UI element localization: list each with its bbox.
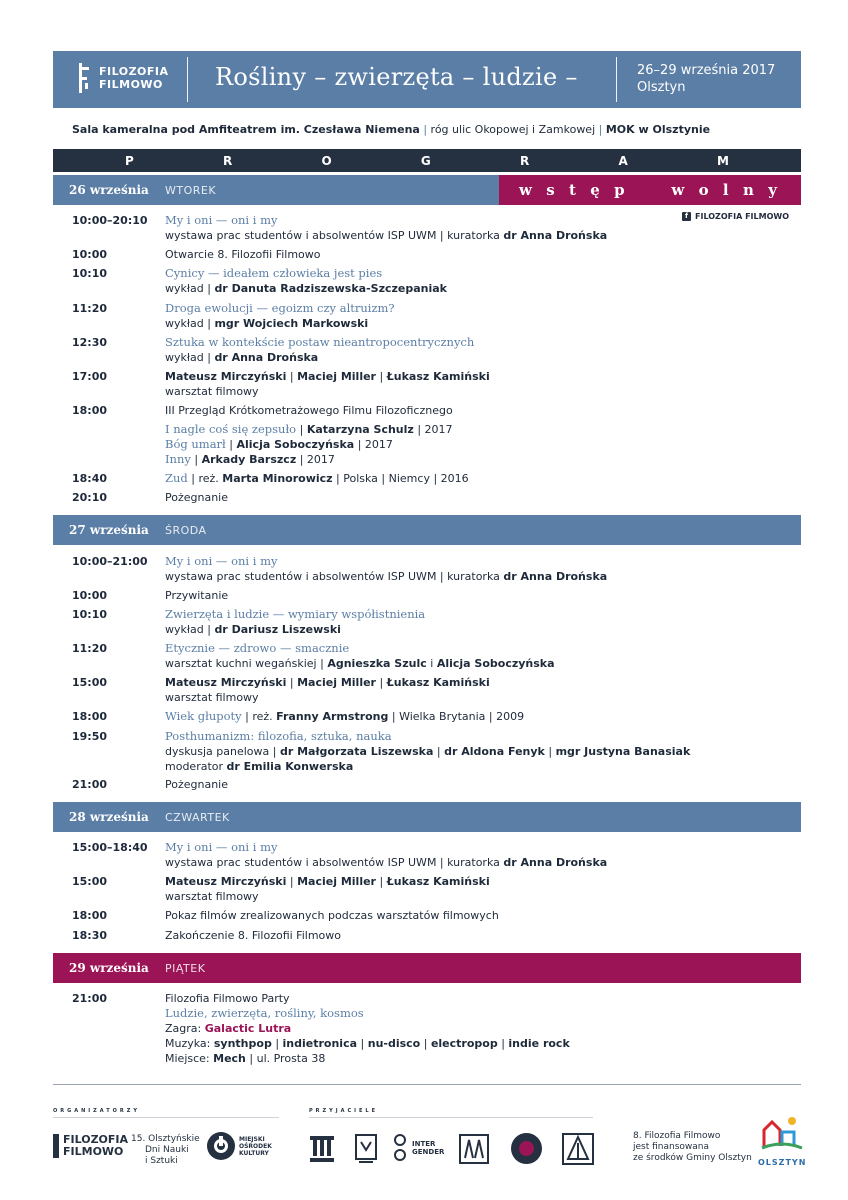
schedule-entry: 10:00 Otwarcie 8. Filozofii Filmowo	[72, 248, 321, 261]
program-letter: A	[618, 153, 628, 168]
film-logo-icon	[53, 1134, 59, 1158]
schedule-entry: 12:30 Sztuka w kontekście postaw nieantropocentrycznych wykład | dr Anna Drońska	[72, 335, 475, 364]
day-date: 26 września	[69, 183, 149, 197]
logo-line-1: FILOZOFIA	[99, 65, 169, 78]
venue-organizer: MOK w Olsztynie	[605, 123, 711, 136]
friend-logo-2	[355, 1134, 377, 1164]
schedule-entry: 15:00 Mateusz Mirczyński | Maciej Miller | Łukasz Kamiński warsztat filmowy	[72, 875, 490, 903]
facebook-link[interactable]: f FILOZOFIA FILMOWO	[682, 212, 789, 221]
schedule-entry: 15:00 Mateusz Mirczyński | Maciej Miller | Łukasz Kamiński warsztat filmowy	[72, 676, 490, 704]
header-divider	[616, 57, 617, 102]
city: Olsztyn	[637, 80, 686, 95]
day-bar-1	[53, 175, 801, 205]
day-bar-3: 28 września CZWARTEK	[53, 802, 801, 832]
program-letter: G	[420, 153, 431, 168]
schedule-entry: 18:40 Zud | reż. Marta Minorowicz | Polska | Niemcy | 2016	[72, 471, 469, 485]
facebook-icon: f	[682, 212, 691, 221]
program-letter: R	[519, 153, 530, 168]
science-days-logo: 15. Olsztyńskie Dni Nauki i Sztuki	[131, 1134, 200, 1166]
free-entry-badge: w s t ę p w o l n y	[499, 175, 801, 205]
date-range: 26–29 września 2017	[637, 63, 776, 78]
program-letter: M	[716, 153, 729, 168]
olsztyn-city-logo: OLSZTYN	[758, 1116, 806, 1167]
day-weekday: WTOREK	[165, 183, 217, 197]
organizer-filozofia-logo: FILOZOFIA FILMOWO	[53, 1134, 128, 1158]
schedule-entry: 10:10 Zwierzęta i ludzie — wymiary współistnienia wykład | dr Dariusz Liszewski	[72, 607, 426, 636]
organizers-label: ORGANIZATORZY	[53, 1108, 140, 1114]
schedule-entry: 21:00 Pożegnanie	[72, 778, 229, 791]
film-logo-icon	[79, 63, 93, 93]
festival-dates	[637, 62, 775, 96]
program-letter: R	[223, 153, 233, 168]
schedule-entry: 18:00 Wiek głupoty | reż. Franny Armstrong | Wielka Brytania | 2009	[72, 709, 525, 723]
header-banner	[53, 51, 801, 108]
venue-line: Sala kameralna pod Amfiteatrem im. Czesława Niemena | róg ulic Okopowej i Zamkowej | MOK w Olsztynie	[72, 123, 711, 136]
day-bar-4: 29 września PIĄTEK	[53, 953, 801, 983]
schedule-entry: 20:10 Pożegnanie	[72, 491, 229, 504]
schedule-entry: 11:20 Etycznie — zdrowo — smacznie warsztat kuchni wegańskiej | Agnieszka Szulc i Alicja Soboczyńska	[72, 641, 555, 670]
venue-hall: Sala kameralna pod Amfiteatrem im. Czesława Niemena	[72, 123, 420, 136]
schedule-entry: 10:10 Cynicy — ideałem człowieka jest pies wykład | dr Danuta Radziszewska-Szczepaniak	[72, 266, 448, 295]
program-letter: O	[321, 153, 332, 168]
power-icon	[207, 1132, 235, 1160]
institute-philosophy-logo	[309, 1134, 335, 1164]
intergender-logo: INTER GENDER	[391, 1133, 444, 1163]
schedule-entry: 18:00 Pokaz filmów zrealizowanych podczas warsztatów filmowych	[72, 909, 499, 922]
friend-logo-4	[459, 1134, 489, 1164]
footer-divider	[53, 1084, 801, 1085]
schedule-entry: 18:30 Zakończenie 8. Filozofii Filmowo	[72, 929, 341, 942]
schedule-entry: 18:00 III Przegląd Krótkometrażowego Filmu Filozoficznego I nagle coś się zepsuło | Katarzyna Schulz | 2017 Bóg umarł | Alicja Soboczyńska | 2017 Inny | Arkady Barszcz | 2017	[72, 404, 453, 466]
day-bar-2: 27 września ŚRODA	[53, 515, 801, 545]
friend-logo-5	[511, 1133, 542, 1164]
venue-corner: róg ulic Okopowej i Zamkowej	[430, 123, 596, 136]
festival-title: Rośliny – zwierzęta – ludzie –	[215, 63, 578, 91]
schedule-entry: 10:00 Przywitanie	[72, 589, 229, 602]
olsztyn-emblem-icon	[760, 1116, 804, 1154]
schedule-entry: 10:00–20:10 My i oni — oni i my wystawa prac studentów i absolwentów ISP UWM | kuratorka dr Anna Drońska	[72, 213, 608, 242]
schedule-entry: 17:00 Mateusz Mirczyński | Maciej Miller | Łukasz Kamiński warsztat filmowy	[72, 370, 490, 398]
friend-logo-6	[562, 1133, 594, 1165]
logo-line-2: FILMOWO	[99, 78, 163, 91]
schedule-entry: 15:00–18:40 My i oni — oni i my wystawa prac studentów i absolwentów ISP UWM | kuratorka dr Anna Drońska	[72, 840, 608, 869]
schedule-entry: 11:20 Droga ewolucji — egoizm czy altruizm? wykład | mgr Wojciech Markowski	[72, 301, 395, 330]
header-divider	[187, 57, 188, 102]
schedule-entry: 21:00 Filozofia Filmowo Party Ludzie, zwierzęta, rośliny, kosmos Zagra: Galactic Lutra Muzyka: synthpop | indietronica | nu-disco | electropop | indie rock Miejsce: Mech | ul. Prosta 38	[72, 992, 570, 1065]
filozofia-filmowo-logo	[79, 63, 169, 93]
program-letter: P	[125, 153, 134, 168]
schedule-entry: 10:00–21:00 My i oni — oni i my wystawa prac studentów i absolwentów ISP UWM | kuratorka dr Anna Drońska	[72, 554, 608, 583]
program-header	[53, 149, 801, 172]
funding-note: 8. Filozofia Filmowo jest finansowana ze środków Gminy Olsztyn	[633, 1131, 752, 1163]
mok-logo: MIEJSKI OŚRODEK KULTURY	[207, 1132, 272, 1160]
schedule-entry: 19:50 Posthumanizm: filozofia, sztuka, nauka dyskusja panelowa | dr Małgorzata Liszewska | dr Aldona Fenyk | mgr Justyna Banasiak moderator dr Emilia Konwerska	[72, 729, 691, 773]
friends-label: PRZYJACIELE	[309, 1108, 379, 1114]
